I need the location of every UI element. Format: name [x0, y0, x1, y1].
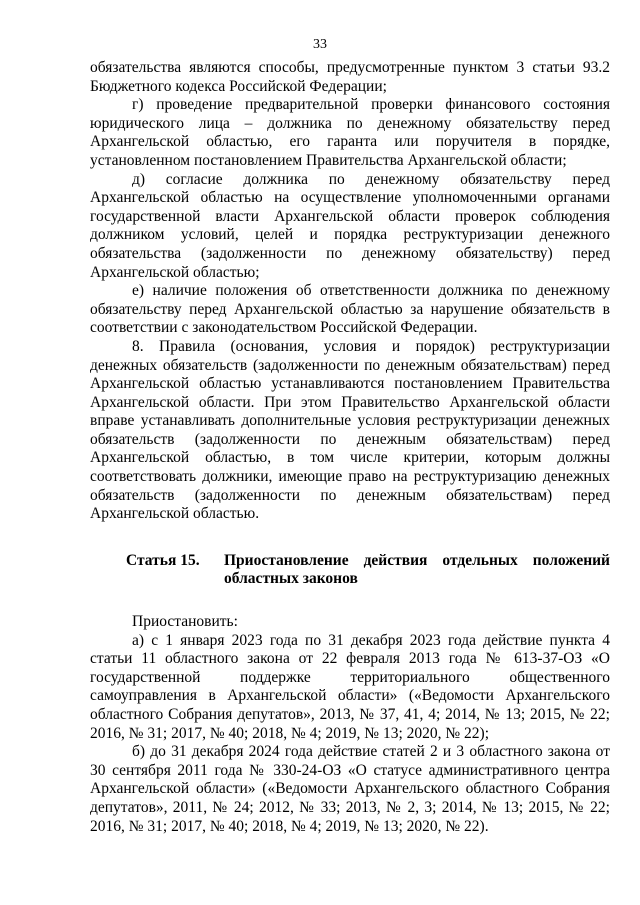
paragraph-item-a: а) с 1 января 2023 года по 31 декабря 2023 года действие пункта 4 статьи 11 областного закона от 22 февраля 2013 года № 613-37-ОЗ «О государственной поддержке территориального общественного самоуправления в Архангельской области» («Ведомости Архангельского областного Собрания депутатов», 2013, № 37, 41, 4; 2014, № 13; 2015, № 22; 2016, № 31; 2017, № 40; 2018, № 4; 2019, № 13; 2020, № 22);: [90, 631, 610, 742]
paragraph-point-8: 8. Правила (основания, условия и порядок) реструктуризации денежных обязательств (задолженности по денежным обязательствам) перед Архангельской областью устанавливаются постановлением Правительства Архангельской области. При этом Правительство Архангельской области вправе устанавливать дополнительные условия реструктуризации денежных обязательств (задолженности по денежным обязательствам) перед Архангельской областью, в том числе критерии, которым должны соответствовать должники, имеющие право на реструктуризацию денежных обязательств (задолженности по денежным обязательствам) перед Архангельской областью.: [90, 337, 610, 523]
paragraph-item-d: д) согласие должника по денежному обязательству перед Архангельской областью на осуществление уполномоченными органами государственной власти Архангельской области проверок соблюдения должником условий, целей и порядка реструктуризации денежного обязательства (задолженности по денежному обязательству) перед Архангельской областью;: [90, 170, 610, 281]
paragraph-continuation: обязательства являются способы, предусмотренные пунктом 3 статьи 93.2 Бюджетного кодекса Российской Федерации;: [90, 59, 610, 95]
paragraph-item-e: е) наличие положения об ответственности должника по денежному обязательству перед Архангельской областью за нарушение обязательств в соответствии с законодательством Российской Федерации.: [90, 282, 610, 337]
article-number: Статья 15.: [126, 551, 200, 569]
paragraph-item-g: г) проведение предварительной проверки финансового состояния юридического лица – должника по денежному обязательству перед Архангельской областью, его гаранта или поручителя в порядке, установленном постановлением Правительства Архангельской области;: [90, 96, 610, 169]
paragraph-intro: Приостановить:: [132, 613, 238, 631]
article-heading: [90, 552, 610, 589]
article-title: Приостановление действия отдельных положений областных законов: [224, 551, 610, 588]
page-number: 33: [313, 37, 327, 52]
paragraph-item-b: б) до 31 декабря 2024 года действие статей 2 и 3 областного закона от 30 сентября 2011 года № 330-24-ОЗ «О статусе административного центра Архангельской области» («Ведомости Архангельского областного Собрания депутатов», 2011, № 24; 2012, № 33; 2013, № 2, 3; 2014, № 13; 2015, № 22; 2016, № 31; 2017, № 40; 2018, № 4; 2019, № 13; 2020, № 22).: [90, 743, 610, 835]
document-body: [90, 59, 610, 836]
